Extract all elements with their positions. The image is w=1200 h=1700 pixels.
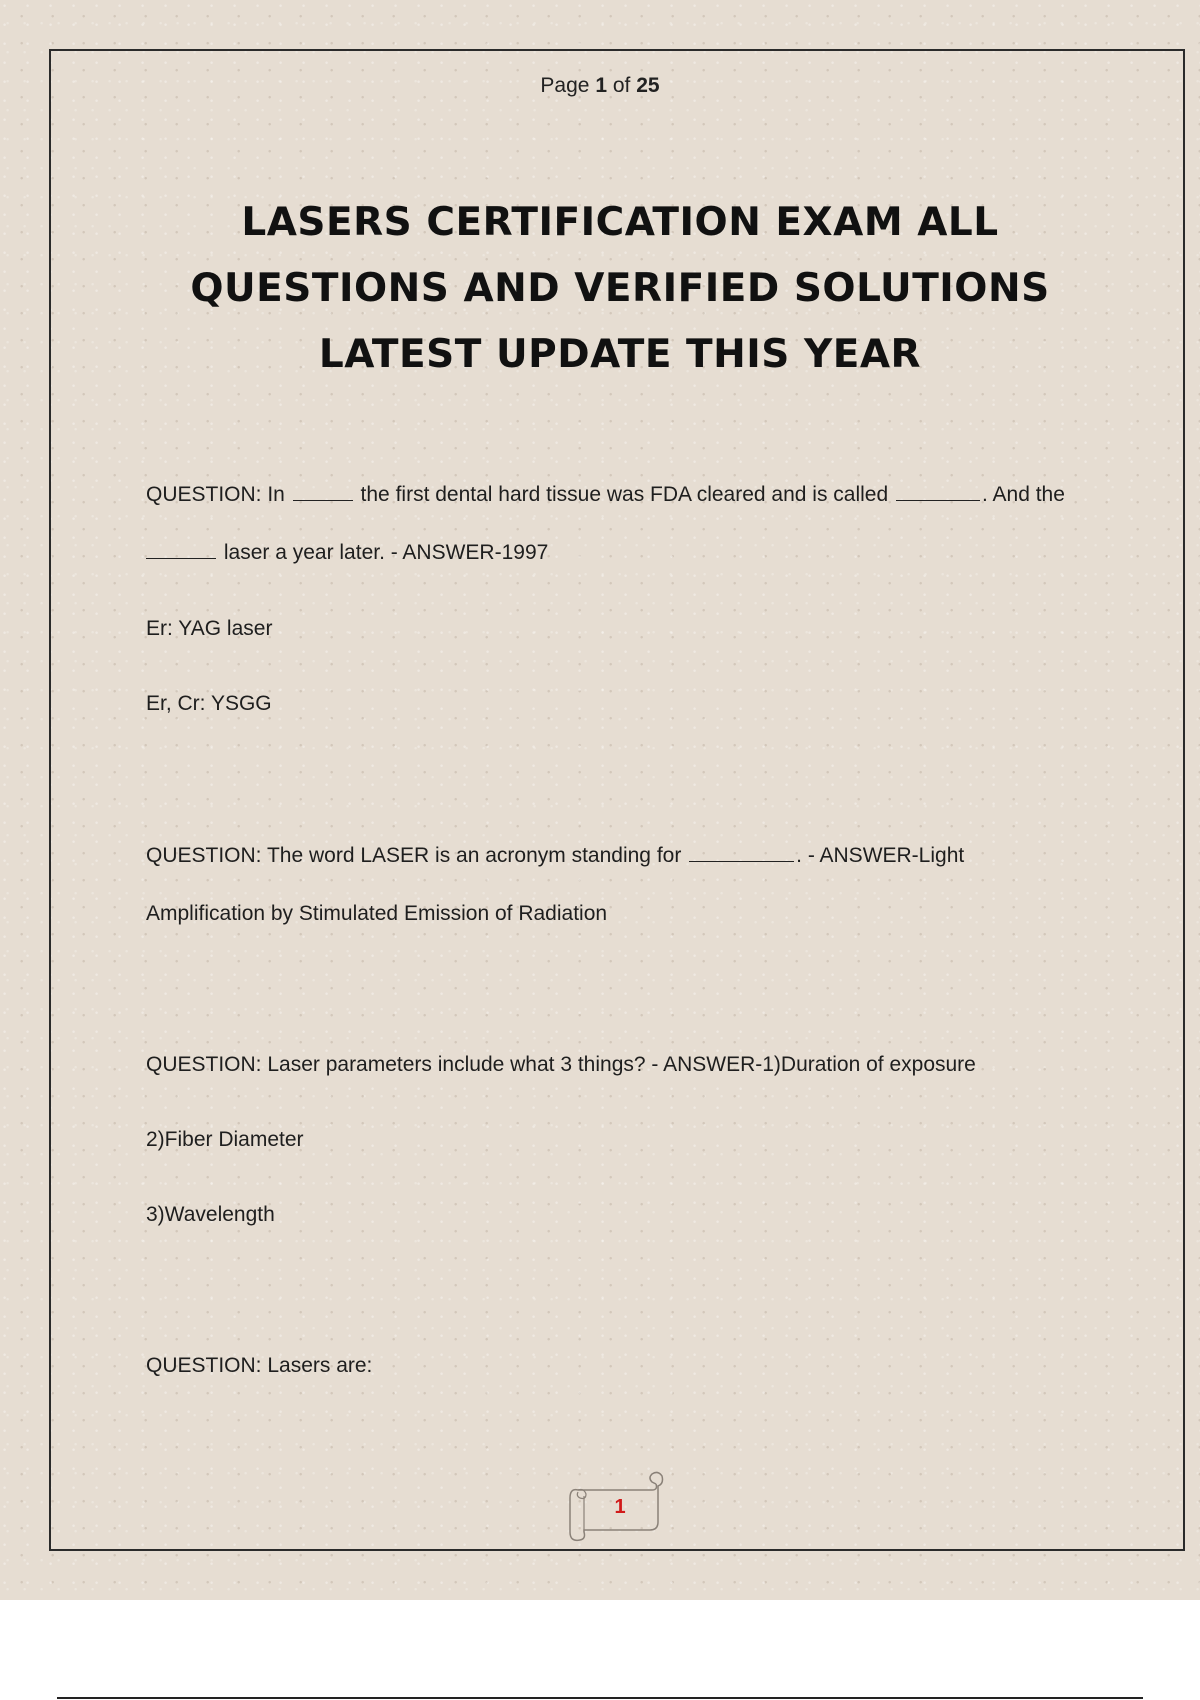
total-pages-number: 25 xyxy=(636,74,660,97)
question-4-line-1: QUESTION: Lasers are: xyxy=(146,1354,373,1377)
answer-1-line-2: Er, Cr: YSGG xyxy=(146,692,272,715)
bottom-divider xyxy=(57,1697,1143,1699)
question-2-text-b: . - ANSWER-Light xyxy=(796,844,965,867)
question-1-line-2 xyxy=(146,540,548,565)
question-2-line-1 xyxy=(146,843,964,868)
question-1-text-a: QUESTION: In xyxy=(146,483,285,506)
question-1-text-d: laser a year later. - ANSWER-1997 xyxy=(223,541,549,564)
blank-line xyxy=(689,843,794,862)
footer-page-number: 1 xyxy=(614,1496,626,1518)
question-1-text-c: . And the xyxy=(982,483,1065,506)
question-3-line-3: 3)Wavelength xyxy=(146,1203,275,1226)
page-of-label: of xyxy=(612,74,631,97)
question-3-line-1: QUESTION: Laser parameters include what 3 things? - ANSWER-1)Duration of exposure xyxy=(146,1053,976,1076)
blank-line xyxy=(293,482,353,501)
question-3-line-2: 2)Fiber Diameter xyxy=(146,1128,304,1151)
question-1-line-1 xyxy=(146,482,1065,507)
title-line-3: LATEST UPDATE THIS YEAR xyxy=(318,332,922,377)
blank-line xyxy=(896,482,980,501)
document-title xyxy=(120,190,1120,388)
page-header xyxy=(0,74,1200,98)
blank-line xyxy=(146,540,216,559)
question-1-text-b: the first dental hard tissue was FDA cleared and is called xyxy=(360,483,889,506)
title-line-2: QUESTIONS AND VERIFIED SOLUTIONS xyxy=(190,266,1050,311)
page-label: Page xyxy=(540,74,590,97)
answer-1-line-1: Er: YAG laser xyxy=(146,617,273,640)
question-2-text-a: QUESTION: The word LASER is an acronym standing for xyxy=(146,844,682,867)
title-line-1: LASERS CERTIFICATION EXAM ALL xyxy=(241,200,999,245)
current-page-number: 1 xyxy=(595,74,607,97)
footer-page-number-scroll xyxy=(560,1466,670,1546)
answer-2-line-1: Amplification by Stimulated Emission of Radiation xyxy=(146,902,608,925)
